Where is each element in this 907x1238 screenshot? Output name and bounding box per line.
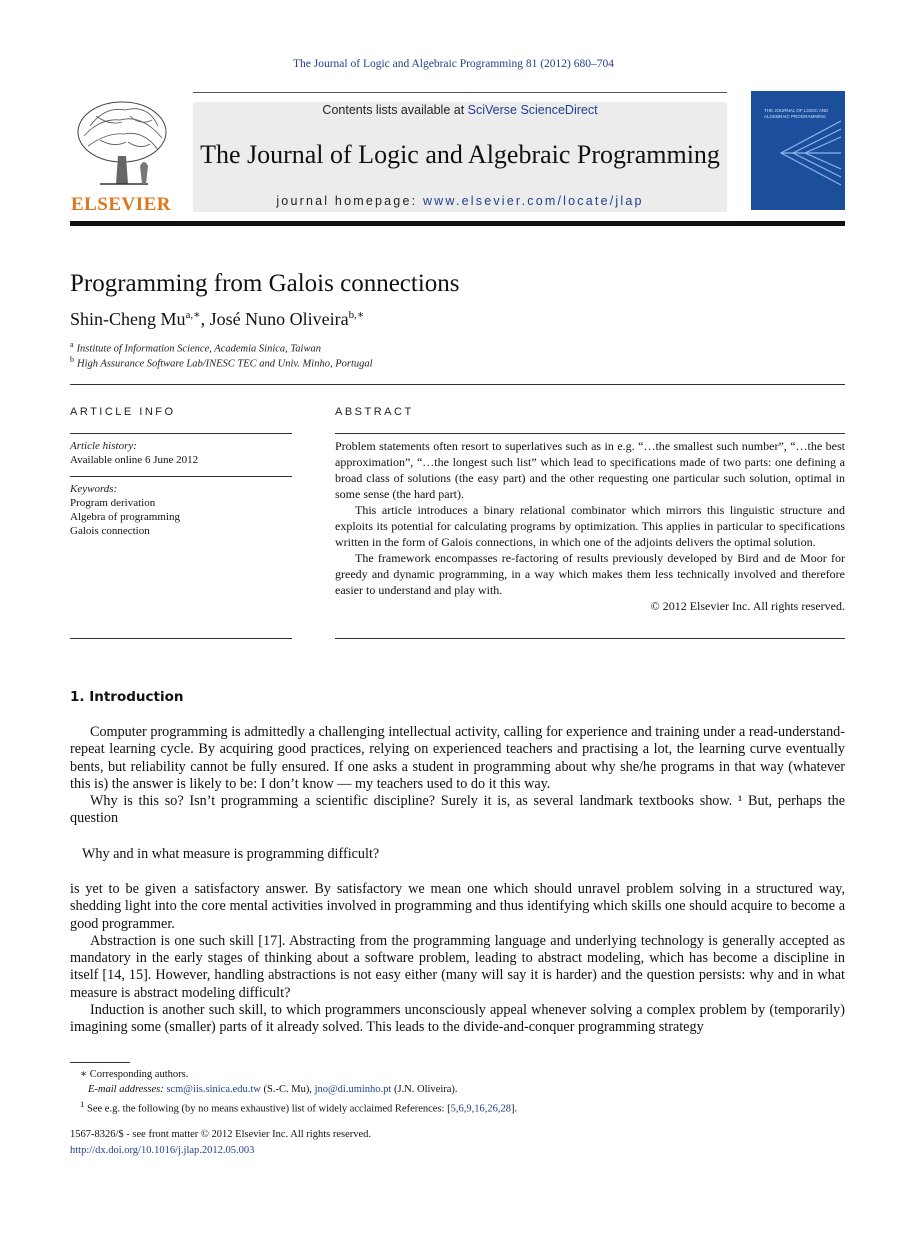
- info-rule-1: [70, 433, 292, 434]
- publisher-wordmark: ELSEVIER: [70, 194, 172, 215]
- info-rule-2: [70, 476, 292, 477]
- intro-paragraph-5: Induction is another such skill, to which programmers unconsciously appeal whenever solving a complex problem by (temporarily) imagining some (smaller) parts of it already solved. This leads to the divide-and-conquer programming strategy: [70, 1002, 845, 1036]
- homepage-prefix: journal homepage:: [276, 194, 423, 208]
- intro-paragraph-2: Why is this so? Isn’t programming a scientific discipline? Surely it is, as several landmark textbooks show. ¹ But, perhaps the question: [70, 793, 845, 827]
- contents-line: [193, 103, 727, 117]
- journal-title: The Journal of Logic and Algebraic Programming: [200, 140, 720, 169]
- footnote-corresponding: [70, 1067, 845, 1082]
- footnote-emails: [70, 1082, 845, 1097]
- keywords-label: Keywords:: [70, 483, 118, 495]
- affiliation-a: [70, 340, 321, 355]
- author-2: José Nuno Oliveira: [209, 309, 349, 329]
- abstract-label: ABSTRACT: [335, 406, 414, 418]
- footnote-1-refs[interactable]: 5,6,9,16,26,28: [450, 1103, 511, 1115]
- journal-reference[interactable]: The Journal of Logic and Algebraic Programming 81 (2012) 680–704: [293, 58, 614, 70]
- header-rule: [70, 221, 845, 226]
- email-link-1[interactable]: scm@iis.sinica.edu.tw: [166, 1084, 261, 1095]
- author-1-marks[interactable]: a,∗: [185, 309, 201, 321]
- intro-paragraph-1: Computer programming is admittedly a challenging intellectual activity, calling for experience and training under a read-understand-repeat learning cycle. By acquiring good practices, relying on experienced teachers and practising a lot, the learning curve eventually bents, but reliability cannot be fully ensured. If one asks a student in programming about why she/he programs in that way (whatever this is) the answer is likely to be: I don’t know — my teachers used to do it this way.: [70, 724, 845, 792]
- info-rule-3: [70, 638, 292, 639]
- footnote-rule: [70, 1062, 130, 1063]
- article-history: [70, 439, 292, 467]
- author-line: Shin-Cheng $Mu^{a,∗}$, José Nuno Oliveira$^{b,∗}$: [70, 309, 365, 329]
- issn-line: 1567-8326/$ - see front matter © 2012 Elsevier Inc. All rights reserved.: [70, 1129, 372, 1140]
- intro-paragraph-3: is yet to be given a satisfactory answer. By satisfactory we mean one which should unravel problem solving in a structured way, shedding light into the core mental activities involved in programming and thus identifying which skills one should acquire to become a good programmer.: [70, 881, 845, 932]
- history-value: Available online 6 June 2012: [70, 454, 199, 466]
- homepage-link[interactable]: www.elsevier.com/locate/jlap: [422, 194, 644, 208]
- abstract-rule-bottom: [335, 638, 845, 639]
- abstract-text: [335, 438, 845, 614]
- sciencedirect-link[interactable]: SciVerse ScienceDirect: [467, 103, 598, 117]
- masthead-top-rule: [193, 92, 727, 93]
- article-info-label: ARTICLE INFO: [70, 406, 176, 418]
- intro-quote: Why and in what measure is programming difficult?: [82, 846, 380, 862]
- abstract-paragraph-1: Problem statements often resort to superlatives such as in e.g. “…the smallest such number”, “…the best approximation”, “…the longest such list” which lead to specifications made of two parts: one defining a broad class of solutions (the easy part) and the other requesting one particular such solution, optimal in some sense (the hard part).: [335, 439, 845, 501]
- footnote-1-text: See e.g. the following (by no means exhaustive) list of widely acclaimed References: [: [87, 1103, 451, 1115]
- keyword-item: Galois connection: [70, 525, 150, 537]
- article-title: Programming from Galois connections: [70, 270, 460, 297]
- title-divider: [70, 384, 845, 385]
- email-owner-2: (J.N. Oliveira).: [393, 1084, 458, 1095]
- abstract-rule-top: [335, 433, 845, 434]
- intro-block-1: [70, 724, 845, 828]
- abstract-copyright: © 2012 Elsevier Inc. All rights reserved.: [650, 599, 845, 613]
- footnotes: [70, 1067, 845, 1117]
- history-label: Article history:: [70, 440, 137, 452]
- author-1: Shin-Cheng Mu: [70, 309, 186, 329]
- section-heading: 1. Introduction: [70, 689, 184, 705]
- affiliation-b-text: High Assurance Software Lab/INESC TEC and Univ. Minho, Portugal: [77, 358, 373, 370]
- affiliation-a-text: Institute of Information Science, Academia Sinica, Taiwan: [76, 343, 321, 355]
- cover-title: THE JOURNAL OF LOGIC AND ALGEBRAIC PROGRAMMING: [764, 108, 829, 119]
- corr-mark: ∗: [80, 1069, 88, 1080]
- footnote-1-end: ].: [510, 1103, 518, 1115]
- affiliation-a-mark: a: [70, 340, 74, 349]
- affiliation-b-mark: b: [70, 355, 74, 364]
- corr-text: Corresponding authors.: [89, 1069, 189, 1080]
- intro-block-2: [70, 881, 845, 1037]
- email-link-2[interactable]: jno@di.uminho.pt: [314, 1084, 392, 1095]
- affiliation-b: [70, 355, 373, 370]
- front-matter: [70, 1127, 371, 1159]
- doi-link[interactable]: http://dx.doi.org/10.1016/j.jlap.2012.05.003: [70, 1145, 255, 1156]
- author-2-marks[interactable]: b,∗: [348, 309, 365, 321]
- keyword-item: Program derivation: [70, 497, 156, 509]
- keywords-block: [70, 482, 292, 538]
- email-owner-1: (S.-C. Mu),: [263, 1084, 312, 1095]
- keyword-item: Algebra of programming: [70, 511, 180, 523]
- contents-prefix: Contents lists available at: [322, 103, 468, 117]
- email-label: E-mail addresses:: [88, 1084, 164, 1095]
- homepage-line: [193, 194, 727, 208]
- intro-paragraph-4: Abstraction is one such skill [17]. Abstracting from the programming language and underlying technology is generally accepted as mandatory in the early stages of thinking about a software problem, leading to abstract modeling, which has become a discipline in itself [14, 15]. However, handling abstractions is not easy either (many will say it is harder) and the question persists: why and in what measure is abstract modeling difficult?: [70, 932, 845, 1001]
- abstract-paragraph-3: The framework encompasses re-factoring of results previously developed by Bird and de Moor for greedy and dynamic programming, in a way which makes them less technically involved and therefore easier to understand and play with.: [335, 551, 845, 597]
- abstract-paragraph-2: This article introduces a binary relational combinator which mirrors this linguistic structure and exploits its potential for calculating programs by optimization. This applies in particular to specifications written in the form of Galois connections, in which one of the adjoints delivers the optimal solution.: [335, 503, 845, 549]
- footnote-1: [70, 1097, 845, 1117]
- footnote-1-mark: 1: [80, 1099, 85, 1109]
